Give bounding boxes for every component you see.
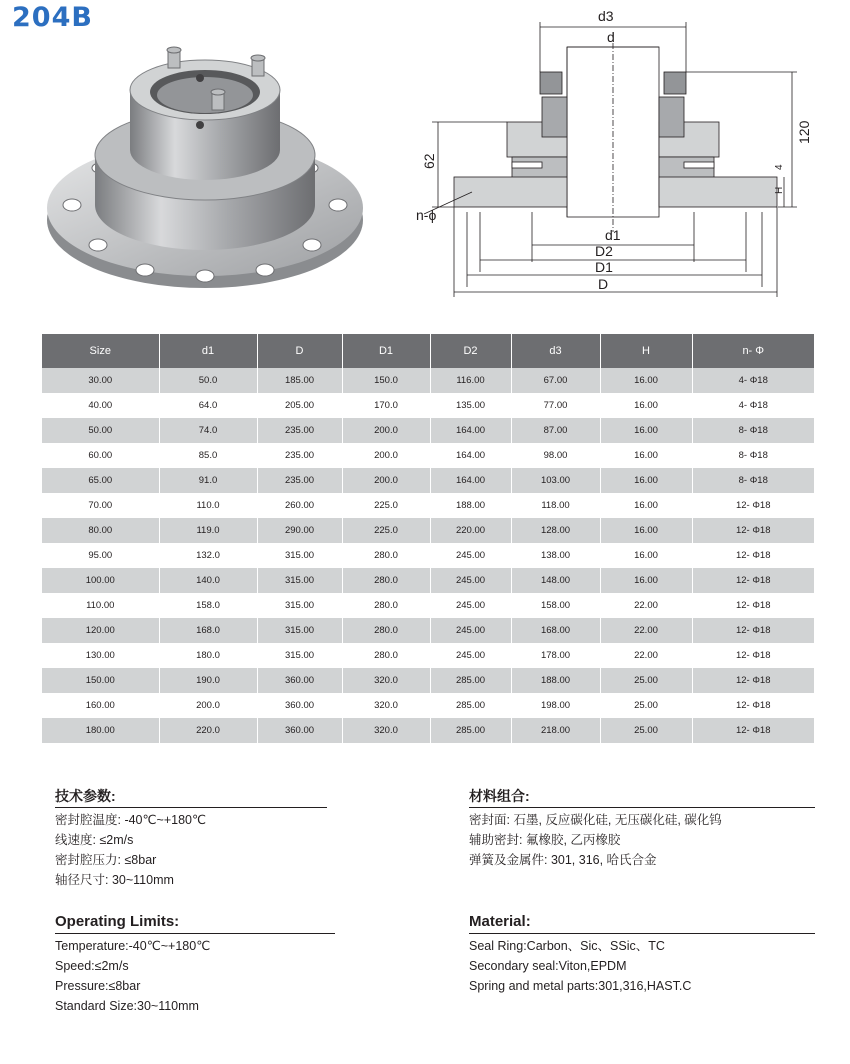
dim-D1: D1	[595, 259, 613, 275]
table-row	[42, 468, 814, 493]
table-cell: 12- Φ18	[692, 643, 814, 668]
table-cell: 285.00	[430, 668, 511, 693]
tech-param-line: 轴径尺寸: 30~110mm	[55, 873, 174, 887]
column-header: Size	[42, 334, 159, 368]
tech-param-line: 线速度: ≤2m/s	[55, 833, 134, 847]
table-cell: 280.0	[342, 643, 430, 668]
table-cell: 16.00	[600, 518, 692, 543]
material-en-line: Secondary seal:Viton,EPDM	[469, 959, 627, 973]
table-cell: 70.00	[42, 493, 159, 518]
table-cell: 16.00	[600, 493, 692, 518]
table-cell: 65.00	[42, 468, 159, 493]
material-en-line: Seal Ring:Carbon、Sic、SSic、TC	[469, 939, 665, 953]
table-cell: 320.0	[342, 668, 430, 693]
tech-params-heading: 技术参数:	[55, 786, 327, 808]
table-cell: 315.00	[257, 568, 342, 593]
table-cell: 168.0	[159, 618, 257, 643]
table-cell: 25.00	[600, 693, 692, 718]
table-cell: 218.00	[511, 718, 600, 743]
table-cell: 140.0	[159, 568, 257, 593]
table-cell: 110.00	[42, 593, 159, 618]
spec-table	[42, 334, 814, 743]
table-row	[42, 443, 814, 468]
dim-62: 62	[421, 153, 437, 169]
table-row	[42, 668, 814, 693]
table-cell: 320.0	[342, 693, 430, 718]
material-cn-line: 密封面: 石墨, 反应碳化硅, 无压碳化硅, 碳化钨	[469, 813, 722, 827]
table-cell: 285.00	[430, 718, 511, 743]
table-cell: 280.0	[342, 568, 430, 593]
table-cell: 50.0	[159, 368, 257, 393]
table-cell: 164.00	[430, 418, 511, 443]
table-cell: 158.0	[159, 593, 257, 618]
table-cell: 188.00	[430, 493, 511, 518]
table-cell: 245.00	[430, 643, 511, 668]
table-cell: 22.00	[600, 618, 692, 643]
table-cell: 74.0	[159, 418, 257, 443]
dim-D: D	[598, 276, 609, 292]
table-cell: 320.0	[342, 718, 430, 743]
dim-d3: d3	[598, 8, 614, 24]
materials-cn-section	[469, 786, 815, 870]
material-en-line: Spring and metal parts:301,316,HAST.C	[469, 979, 692, 993]
column-header: D	[257, 334, 342, 368]
tech-params-section	[55, 786, 327, 890]
table-cell: 12- Φ18	[692, 568, 814, 593]
operating-limit-line: Temperature:-40℃~+180℃	[55, 939, 211, 953]
table-cell: 12- Φ18	[692, 543, 814, 568]
dim-d: d	[607, 29, 615, 45]
table-cell: 98.00	[511, 443, 600, 468]
material-en-heading: Material:	[469, 912, 815, 934]
table-row	[42, 543, 814, 568]
table-row	[42, 718, 814, 743]
table-cell: 118.00	[511, 493, 600, 518]
operating-limit-line: Pressure:≤8bar	[55, 979, 141, 993]
table-cell: 315.00	[257, 543, 342, 568]
table-row	[42, 618, 814, 643]
table-cell: 168.00	[511, 618, 600, 643]
table-cell: 158.00	[511, 593, 600, 618]
table-row	[42, 568, 814, 593]
table-cell: 360.00	[257, 668, 342, 693]
table-cell: 16.00	[600, 443, 692, 468]
table-row	[42, 593, 814, 618]
table-cell: 12- Φ18	[692, 493, 814, 518]
table-cell: 200.0	[342, 468, 430, 493]
table-cell: 16.00	[600, 543, 692, 568]
table-cell: 64.0	[159, 393, 257, 418]
dim-H: H	[774, 186, 785, 194]
table-cell: 30.00	[42, 368, 159, 393]
table-cell: 103.00	[511, 468, 600, 493]
table-cell: 180.0	[159, 643, 257, 668]
table-cell: 12- Φ18	[692, 618, 814, 643]
table-cell: 315.00	[257, 593, 342, 618]
table-cell: 280.0	[342, 593, 430, 618]
table-cell: 245.00	[430, 618, 511, 643]
table-cell: 164.00	[430, 468, 511, 493]
table-row	[42, 493, 814, 518]
table-cell: 164.00	[430, 443, 511, 468]
table-cell: 16.00	[600, 418, 692, 443]
table-cell: 77.00	[511, 393, 600, 418]
table-cell: 135.00	[430, 393, 511, 418]
table-cell: 25.00	[600, 668, 692, 693]
table-cell: 220.0	[159, 718, 257, 743]
table-cell: 315.00	[257, 618, 342, 643]
table-cell: 200.0	[342, 418, 430, 443]
column-header: d1	[159, 334, 257, 368]
table-cell: 8- Φ18	[692, 443, 814, 468]
materials-cn-heading: 材料组合:	[469, 786, 815, 808]
table-cell: 245.00	[430, 543, 511, 568]
table-row	[42, 518, 814, 543]
table-cell: 50.00	[42, 418, 159, 443]
table-cell: 91.0	[159, 468, 257, 493]
table-cell: 285.00	[430, 693, 511, 718]
table-cell: 235.00	[257, 418, 342, 443]
table-cell: 22.00	[600, 593, 692, 618]
table-cell: 200.0	[342, 443, 430, 468]
table-cell: 119.0	[159, 518, 257, 543]
material-en-section	[469, 912, 815, 996]
technical-drawing	[412, 2, 822, 302]
table-cell: 235.00	[257, 443, 342, 468]
table-cell: 12- Φ18	[692, 518, 814, 543]
table-cell: 8- Φ18	[692, 468, 814, 493]
material-cn-line: 辅助密封: 氟橡胶, 乙丙橡胶	[469, 833, 621, 847]
table-cell: 138.00	[511, 543, 600, 568]
table-cell: 315.00	[257, 643, 342, 668]
dim-120: 120	[796, 120, 812, 144]
table-cell: 280.0	[342, 618, 430, 643]
operating-limits-section	[55, 912, 335, 1016]
product-title: 204B	[12, 2, 93, 33]
table-cell: 67.00	[511, 368, 600, 393]
table-cell: 12- Φ18	[692, 668, 814, 693]
table-cell: 280.0	[342, 543, 430, 568]
table-cell: 190.0	[159, 668, 257, 693]
table-cell: 12- Φ18	[692, 718, 814, 743]
table-cell: 16.00	[600, 568, 692, 593]
table-cell: 12- Φ18	[692, 593, 814, 618]
table-cell: 220.00	[430, 518, 511, 543]
table-cell: 8- Φ18	[692, 418, 814, 443]
table-row	[42, 693, 814, 718]
table-row	[42, 368, 814, 393]
table-cell: 4- Φ18	[692, 368, 814, 393]
table-cell: 40.00	[42, 393, 159, 418]
column-header: D1	[342, 334, 430, 368]
table-cell: 148.00	[511, 568, 600, 593]
material-cn-line: 弹簧及金属件: 301, 316, 哈氏合金	[469, 853, 657, 867]
table-cell: 185.00	[257, 368, 342, 393]
table-cell: 116.00	[430, 368, 511, 393]
dim-d1: d1	[605, 227, 621, 243]
table-cell: 25.00	[600, 718, 692, 743]
table-cell: 245.00	[430, 593, 511, 618]
table-cell: 22.00	[600, 643, 692, 668]
table-cell: 128.00	[511, 518, 600, 543]
column-header: H	[600, 334, 692, 368]
table-cell: 16.00	[600, 468, 692, 493]
table-cell: 200.0	[159, 693, 257, 718]
table-cell: 260.00	[257, 493, 342, 518]
operating-limit-line: Speed:≤2m/s	[55, 959, 129, 973]
product-photo	[40, 40, 370, 295]
table-cell: 16.00	[600, 368, 692, 393]
table-row	[42, 418, 814, 443]
table-cell: 290.00	[257, 518, 342, 543]
table-cell: 120.00	[42, 618, 159, 643]
table-cell: 16.00	[600, 393, 692, 418]
table-cell: 198.00	[511, 693, 600, 718]
column-header: n- Φ	[692, 334, 814, 368]
table-cell: 12- Φ18	[692, 693, 814, 718]
column-header: D2	[430, 334, 511, 368]
table-cell: 170.0	[342, 393, 430, 418]
table-cell: 130.00	[42, 643, 159, 668]
operating-limits-heading: Operating Limits:	[55, 912, 335, 934]
table-cell: 110.0	[159, 493, 257, 518]
column-header: d3	[511, 334, 600, 368]
table-cell: 150.00	[42, 668, 159, 693]
table-header-row	[42, 334, 814, 368]
table-cell: 180.00	[42, 718, 159, 743]
table-cell: 178.00	[511, 643, 600, 668]
table-cell: 360.00	[257, 693, 342, 718]
tech-param-line: 密封腔压力: ≤8bar	[55, 853, 157, 867]
table-cell: 80.00	[42, 518, 159, 543]
table-row	[42, 643, 814, 668]
table-cell: 87.00	[511, 418, 600, 443]
table-row	[42, 393, 814, 418]
operating-limit-line: Standard Size:30~110mm	[55, 999, 199, 1013]
table-cell: 188.00	[511, 668, 600, 693]
table-cell: 85.0	[159, 443, 257, 468]
table-cell: 160.00	[42, 693, 159, 718]
dim-4: 4	[774, 164, 785, 170]
table-cell: 95.00	[42, 543, 159, 568]
table-cell: 132.0	[159, 543, 257, 568]
table-cell: 4- Φ18	[692, 393, 814, 418]
dim-D2: D2	[595, 243, 613, 259]
table-cell: 225.0	[342, 518, 430, 543]
table-cell: 235.00	[257, 468, 342, 493]
tech-param-line: 密封腔温度: -40℃~+180℃	[55, 813, 207, 827]
table-cell: 205.00	[257, 393, 342, 418]
table-cell: 225.0	[342, 493, 430, 518]
dim-n-phi: n-ϕ	[416, 207, 437, 223]
table-cell: 245.00	[430, 568, 511, 593]
table-cell: 360.00	[257, 718, 342, 743]
table-cell: 100.00	[42, 568, 159, 593]
table-cell: 60.00	[42, 443, 159, 468]
table-cell: 150.0	[342, 368, 430, 393]
